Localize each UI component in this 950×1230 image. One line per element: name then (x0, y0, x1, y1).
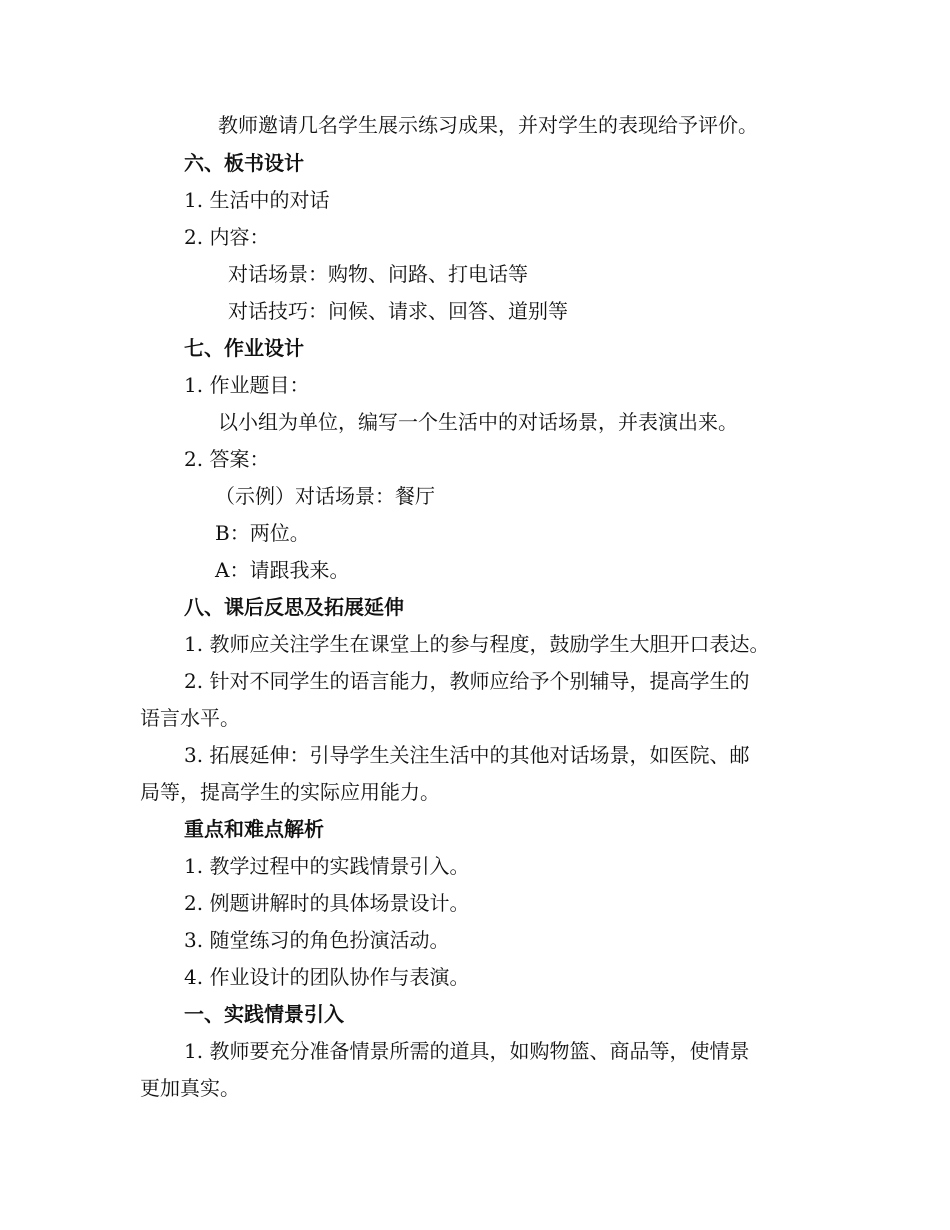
list-item: 1. 教师要充分准备情景所需的道具，如购物篮、商品等，使情景 (184, 1039, 750, 1063)
list-item: 2. 例题讲解时的具体场景设计。 (184, 891, 470, 915)
paragraph-text: 教师邀请几名学生展示练习成果，并对学生的表现给予评价。 (218, 113, 758, 137)
section-heading: 七、作业设计 (184, 336, 304, 360)
section-heading: 一、实践情景引入 (184, 1002, 344, 1026)
list-item: 1. 作业题目： (184, 373, 310, 397)
paragraph-text: 以小组为单位，编写一个生活中的对话场景，并表演出来。 (218, 410, 738, 434)
list-item: 2. 针对不同学生的语言能力，教师应给予个别辅导，提高学生的 (184, 669, 750, 693)
paragraph-text: （示例）对话场景：餐厅 (215, 484, 435, 508)
paragraph-text: 更加真实。 (140, 1076, 240, 1100)
section-heading: 六、板书设计 (184, 151, 304, 175)
list-item: 4. 作业设计的团队协作与表演。 (184, 965, 470, 989)
paragraph-text: 对话技巧：问候、请求、回答、道别等 (228, 299, 568, 323)
list-item: 2. 答案： (184, 447, 270, 471)
list-item: 2. 内容： (184, 225, 270, 249)
list-item: 1. 教师应关注学生在课堂上的参与程度，鼓励学生大胆开口表达。 (184, 632, 770, 656)
list-item: 1. 教学过程中的实践情景引入。 (184, 854, 470, 878)
paragraph-text: 局等，提高学生的实际应用能力。 (140, 780, 440, 804)
list-item: 3. 拓展延伸：引导学生关注生活中的其他对话场景，如医院、邮 (184, 743, 750, 767)
paragraph-text: 语言水平。 (140, 706, 240, 730)
paragraph-text: 对话场景：购物、问路、打电话等 (228, 262, 528, 286)
section-heading: 重点和难点解析 (184, 817, 324, 841)
paragraph-text: B：两位。 (215, 521, 310, 545)
list-item: 1. 生活中的对话 (184, 188, 330, 212)
paragraph-text: A：请跟我来。 (215, 558, 350, 582)
section-heading: 八、课后反思及拓展延伸 (184, 595, 404, 619)
list-item: 3. 随堂练习的角色扮演活动。 (184, 928, 450, 952)
